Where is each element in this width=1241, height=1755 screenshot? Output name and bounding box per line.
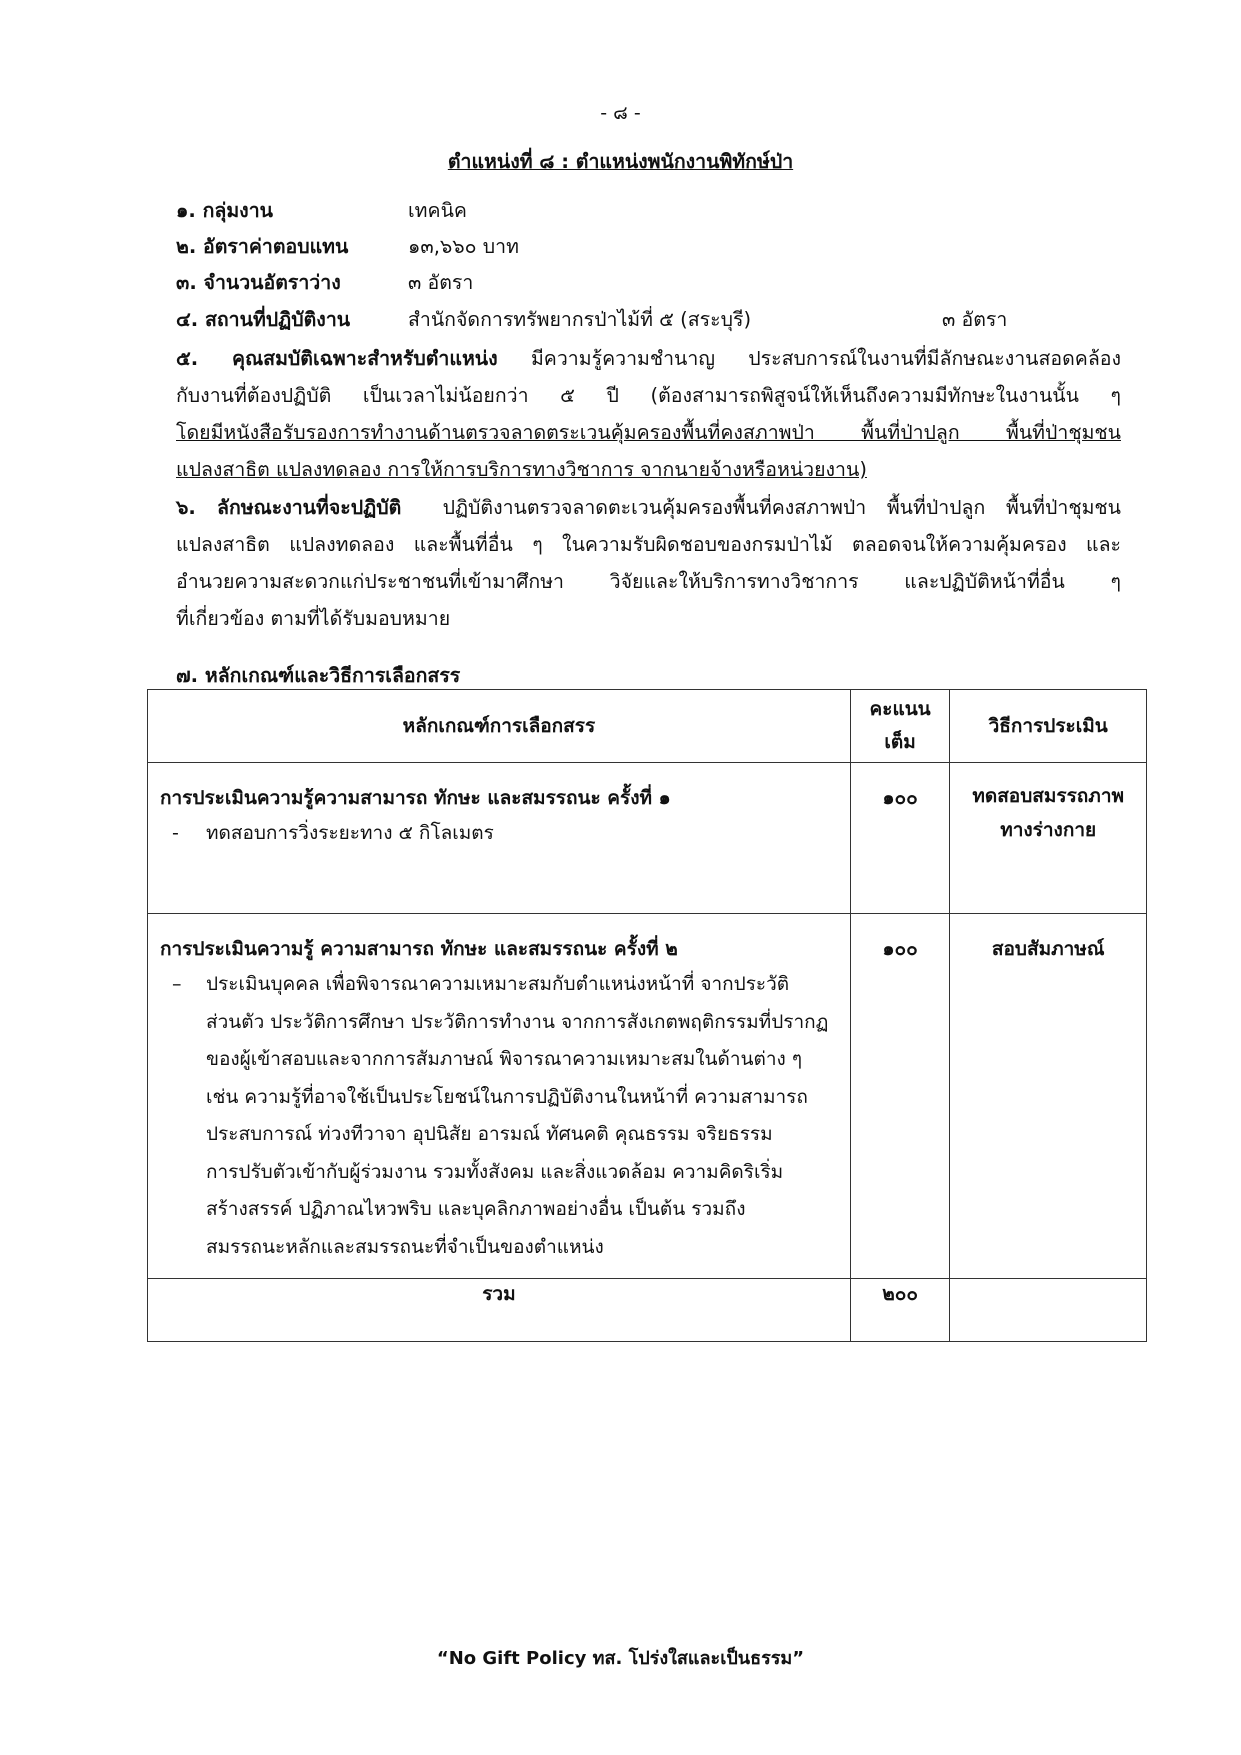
info-row-salary	[176, 229, 519, 265]
duties-line-1	[176, 489, 1121, 526]
duties-text-1: ปฏิบัติงานตรวจลาดตะเวนคุ้มครองพื้นที่คงสภาพป่า พื้นที่ป่าปลูก พื้นที่ป่าชุมชน	[442, 496, 1121, 519]
round2-criteria-cell	[148, 914, 851, 1279]
round1-method-line-1: ทดสอบสมรรถภาพ	[972, 785, 1125, 807]
group-value: เทคนิค	[408, 199, 467, 222]
qualification-section	[176, 340, 1121, 488]
salary-label: ๒. อัตราค่าตอบแทน	[176, 235, 349, 258]
vacancy-label: ๓. จำนวนอัตราว่าง	[176, 271, 341, 294]
header-method: วิธีการประเมิน	[950, 690, 1147, 763]
round2-item	[148, 966, 850, 1266]
round1-method	[950, 763, 1146, 847]
round1-method-line-2: ทางร่างกาย	[1000, 819, 1097, 841]
total-score: ๒๐๐	[850, 1279, 950, 1342]
round1-method-cell	[950, 763, 1147, 914]
place-count: ๓ อัตรา	[942, 308, 1008, 331]
round2-line: สมรรถนะหลักและสมรรถนะที่จำเป็นของตำแหน่ง	[206, 1235, 604, 1258]
round2-item-text	[206, 966, 838, 1266]
round1-criteria-cell	[148, 763, 851, 914]
table-header-row	[148, 690, 1147, 763]
round2-line: ประสบการณ์ ท่วงทีวาจา อุปนิสัย อารมณ์ ทัศนคติ คุณธรรม จริยธรรม	[206, 1123, 773, 1145]
qualification-text-1: มีความรู้ความชำนาญ ประสบการณ์ในงานที่มีลักษณะงานสอดคล้อง	[530, 347, 1122, 370]
round1-dash: -	[172, 822, 179, 844]
place-value: สำนักจัดการทรัพยากรป่าไม้ที่ ๕ (สระบุรี)	[408, 308, 752, 331]
info-row-vacancy	[176, 265, 473, 301]
round1-item	[148, 815, 850, 853]
table-row	[148, 914, 1147, 1279]
footer-policy: “No Gift Policy ทส. โปร่งใสและเป็นธรรม”	[436, 1648, 805, 1669]
qualification-line-1	[176, 340, 1121, 377]
vacancy-value: ๓ อัตรา	[408, 271, 474, 294]
round2-line: ของผู้เข้าสอบและจากการสัมภาษณ์ พิจารณาความเหมาะสมในด้านต่าง ๆ	[206, 1048, 803, 1070]
position-title: ตำแหน่งที่ ๘ : ตำแหน่งพนักงานพิทักษ์ป่า	[447, 150, 794, 173]
header-score-line-2: เต็ม	[884, 731, 916, 753]
round2-title: การประเมินความรู้ ความสามารถ ทักษะ และสมรรถนะ ครั้งที่ ๒	[160, 938, 678, 960]
round2-dash: –	[172, 973, 182, 995]
header-score	[850, 690, 950, 763]
round2-method: สอบสัมภาษณ์	[991, 938, 1105, 960]
header-criteria: หลักเกณฑ์การเลือกสรร	[148, 690, 851, 763]
place-label: ๔. สถานที่ปฏิบัติงาน	[176, 308, 351, 331]
round1-score: ๑๐๐	[882, 787, 918, 809]
round1-title: การประเมินความรู้ความสามารถ ทักษะ และสมรรถนะ ครั้งที่ ๑	[160, 787, 671, 809]
table-row	[148, 763, 1147, 914]
qualification-line-4: แปลงสาธิต แปลงทดลอง การให้การบริการทางวิชาการ จากนายจ้างหรือหน่วยงาน)	[176, 458, 867, 481]
total-label: รวม	[148, 1279, 851, 1342]
group-label: ๑. กลุ่มงาน	[176, 199, 273, 222]
qualification-line-2: กับงานที่ต้องปฏิบัติ เป็นเวลาไม่น้อยกว่า ๕ ปี (ต้องสามารถพิสูจน์ให้เห็นถึงความมีทักษะในงานนั้น ๆ	[176, 384, 1121, 407]
round2-line: สร้างสรรค์ ปฏิภาณไหวพริบ และบุคลิกภาพอย่างอื่น เป็นต้น รวมถึง	[206, 1198, 746, 1220]
round2-score-cell	[850, 914, 950, 1279]
duties-section	[176, 489, 1121, 637]
round1-item-text: ทดสอบการวิ่งระยะทาง ๕ กิโลเมตร	[206, 822, 494, 844]
round2-line: ส่วนตัว ประวัติการศึกษา ประวัติการทำงาน จากการสังเกตพฤติกรรมที่ปรากฏ	[206, 1010, 829, 1033]
round2-score: ๑๐๐	[882, 938, 918, 960]
table-total-row	[148, 1279, 1147, 1342]
info-row-group	[176, 193, 467, 229]
total-method-cell	[950, 1279, 1147, 1342]
criteria-heading: ๗. หลักเกณฑ์และวิธีการเลือกสรร	[176, 664, 461, 687]
round2-method-cell	[950, 914, 1147, 1279]
qualification-line-3: โดยมีหนังสือรับรองการทำงานด้านตรวจลาดตระเวนคุ้มครองพื้นที่คงสภาพป่า พื้นที่ป่าปลูก พื้นที่ป่าชุมชน	[176, 421, 1121, 444]
info-row-place	[176, 302, 1121, 338]
duties-label: ๖. ลักษณะงานที่จะปฏิบัติ	[176, 496, 402, 519]
round1-score-cell	[850, 763, 950, 914]
header-score-line-1: คะแนน	[869, 698, 931, 720]
qualification-label: ๕. คุณสมบัติเฉพาะสำหรับตำแหน่ง	[176, 347, 498, 370]
duties-line-4: ที่เกี่ยวข้อง ตามที่ได้รับมอบหมาย	[176, 607, 451, 630]
round2-line: การปรับตัวเข้ากับผู้ร่วมงาน รวมทั้งสังคม และสิ่งแวดล้อม ความคิดริเริ่ม	[206, 1160, 784, 1183]
criteria-table	[147, 689, 1147, 1342]
salary-value: ๑๓,๖๖๐ บาท	[408, 235, 519, 258]
page-number: - ๘ -	[600, 102, 641, 124]
duties-line-3: อำนวยความสะดวกแก่ประชาชนที่เข้ามาศึกษา วิจัยและให้บริการทางวิชาการ และปฏิบัติหน้าที่อื่น ๆ	[176, 570, 1121, 593]
round2-line: ประเมินบุคคล เพื่อพิจารณาความเหมาะสมกับตำแหน่งหน้าที่ จากประวัติ	[206, 973, 790, 995]
round2-line: เช่น ความรู้ที่อาจใช้เป็นประโยชน์ในการปฏิบัติงานในหน้าที่ ความสามารถ	[206, 1085, 808, 1108]
duties-line-2: แปลงสาธิต แปลงทดลอง และพื้นที่อื่น ๆ ในความรับผิดชอบของกรมป่าไม้ ตลอดจนให้ความคุ้มครอง และ	[176, 533, 1121, 556]
